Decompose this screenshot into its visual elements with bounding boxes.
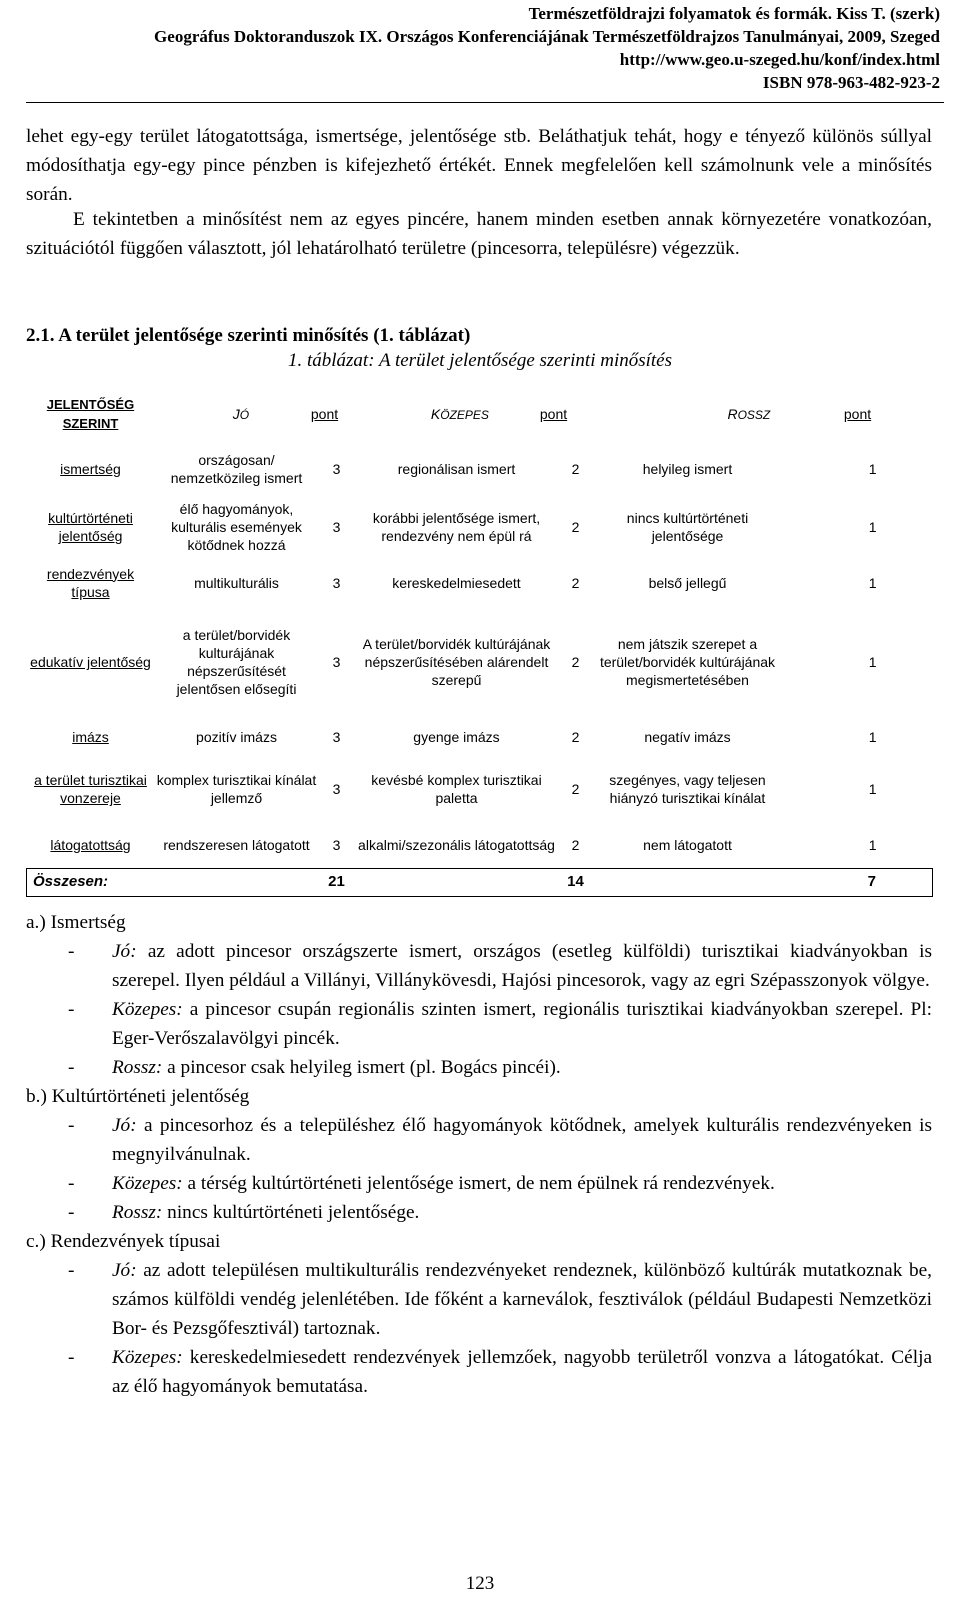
good-points-cell: 3 [332,836,341,853]
criterion-cell: rendezvények típusa [46,565,135,600]
mid-points-cell: 2 [571,654,580,670]
list-item: - Rossz: nincs kultúrtörténeti jelentősége. [68,1202,420,1223]
table-row [27,756,933,822]
good-points-cell: 3 [332,461,341,477]
table-row [27,496,933,558]
bad-cell: negatív imázs [644,728,731,745]
mid-cell: regionálisan ismert [397,461,516,477]
header-conference: Geográfus Doktoranduszok IX. Országos Konferenciájának Természetföldrajzos Tanulmányai, 2009, Szeged [154,27,940,46]
mid-points-cell: 2 [571,728,580,745]
rating-table [26,386,933,897]
section-heading: 2.1. A terület jelentősége szerinti minősítés (1. táblázat) [26,325,471,346]
bad-cell: szegényes, vagy teljesen hiányzó turisztikai kínálat [609,772,766,806]
section-b-title: b.) Kultúrtörténeti jelentőség [26,1086,250,1107]
table-row [27,442,933,496]
list-item: - Közepes: kereskedelmiesedett rendezvények jellemzőek, nagyobb területről vonzva a látogatókat. Célja az élő hagyományok bemutatása. [68,1347,932,1397]
good-points-cell: 3 [332,654,341,670]
criterion-cell: imázs [72,728,109,745]
header-mid-points: pont [539,405,568,422]
bad-cell: nem látogatott [643,836,732,853]
list-item: - Közepes: a pincesor csupán regionális szinten ismert, regionális turisztikai kiadványokban szerepel. Pl: Eger-Verőszalavölgyi pincék. [68,999,932,1049]
header-criterion: JELENTŐSÉG SZERINT [46,397,135,431]
good-cell: komplex turisztikai kínálat jellemző [156,772,317,806]
page-number: 123 [465,1573,495,1594]
section-c-title: c.) Rendezvények típusai [26,1231,221,1252]
bad-points-cell: 1 [868,728,877,745]
good-cell: pozitív imázs [196,728,277,745]
list-item: - Közepes: a térség kultúrtörténeti jelentősége ismert, de nem épülnek rá rendezvények. [68,1173,775,1194]
bad-points-cell: 1 [868,461,877,477]
mid-points-cell: 2 [571,781,580,797]
header-isbn: ISBN 978-963-482-923-2 [762,73,940,92]
good-cell: multikulturális [194,574,279,591]
table-row [27,822,933,868]
total-mid: 14 [567,873,584,890]
table-total-row [27,868,933,896]
table-caption: 1. táblázat: A terület jelentősége szerinti minősítés [287,350,673,371]
bad-points-cell: 1 [868,836,877,853]
bad-points-cell: 1 [868,574,877,591]
total-label: Összesen: [33,873,109,890]
criterion-cell: a terület turisztikai vonzereje [34,772,147,806]
header-book-title: Természetföldrajzi folyamatok és formák. Kiss T. (szerk) [528,4,940,23]
good-points-cell: 3 [332,781,341,797]
list-item: - Rossz: a pincesor csak helyileg ismert (pl. Bogács pincéi). [68,1057,561,1078]
mid-cell: gyenge imázs [413,728,500,745]
header-bad: ROSSZ pont [727,405,872,422]
good-points-cell: 3 [332,728,341,745]
table-row [27,558,933,607]
header-url[interactable]: http://www.geo.u-szeged.hu/konf/index.html [619,50,940,69]
header-bad-points: pont [843,405,872,422]
criterion-cell: látogatottság [50,836,131,853]
paragraph-2: E tekintetben a minősítést nem az egyes pincére, hanem minden esetben annak környezetére vonatkozóan, szituációtól függően választott, jól lehatárolható területre (pincesorra, településre) végezzük. [26,209,932,259]
mid-cell: korábbi jelentősége ismert, rendezvény nem épül rá [372,510,541,544]
mid-points-cell: 2 [571,574,580,591]
good-cell: rendszeresen látogatott [163,836,310,853]
table-row [27,717,933,756]
total-bad: 7 [867,873,876,890]
mid-points-cell: 2 [571,519,580,535]
good-points-cell: 3 [332,519,341,535]
header-good-points: pont [310,405,339,422]
bad-cell: belső jellegű [648,574,727,591]
bad-cell: nem játszik szerepet a terület/borvidék kultúrájának megismertetésében [599,636,776,688]
criterion-cell: kultúrtörténeti jelentőség [48,510,133,544]
paragraph-1: lehet egy-egy terület látogatottsága, ismertsége, jelentősége stb. Beláthatjuk tehát, hogy e tényező különös súllyal módosíthatja egy-egy pince pénzben is kifejezhető értékét. Ennek megfelelően kell számolnunk vele a minősítés során. [26,126,932,205]
mid-cell: kereskedelmiesedett [392,574,521,591]
section-a-title: a.) Ismertség [26,912,126,933]
header-divider [26,102,944,103]
table-row [27,607,933,717]
good-points-cell: 3 [332,574,341,591]
bad-cell: nincs kultúrtörténeti jelentősége [626,510,749,544]
total-good: 21 [328,873,345,890]
header-good: JÓ pont [232,405,339,422]
mid-cell: kevésbé komplex turisztikai paletta [371,772,542,806]
list-item: - Jó: az adott településen multikulturális rendezvényeket rendeznek, különböző kultúrák mutatkoznak be, számos külföldi vendég jelenlétében. Ide főként a karneválok, fesztiválok (például Budapesti Nemzetközi Bor- és Pezsgőfesztivál) tartoznak. [68,1260,932,1339]
page-header [10,2,940,94]
table-header-row [27,386,933,442]
header-mid: KÖZEPES pont [430,405,568,422]
list-item: - Jó: az adott pincesor országszerte ismert, országos (esetleg külföldi) turisztikai kiadványokban is szerepel. Ilyen például a Villányi, Villánykövesdi, Hajósi pincesorok, vagy az egri Szépasszonyok völgye. [68,941,932,991]
good-cell: a terület/borvidék kulturájának népszerűsítését jelentősen elősegíti [176,627,297,697]
good-cell: élő hagyományok, kulturális események kötődnek hozzá [171,501,302,553]
mid-cell: A terület/borvidék kultúrájának népszerűsítésében alárendelt szerepű [362,636,551,688]
criterion-cell: edukatív jelentőség [30,654,151,670]
mid-points-cell: 2 [571,836,580,853]
mid-points-cell: 2 [571,461,580,477]
bad-cell: helyileg ismert [642,461,733,477]
criterion-cell: ismertség [60,461,121,477]
bad-points-cell: 1 [868,654,877,670]
criteria-descriptions [26,908,932,1401]
good-cell: országosan/ nemzetközileg ismert [170,452,303,486]
mid-cell: alkalmi/szezonális látogatottság [358,836,555,853]
list-item: - Jó: a pincesorhoz és a településhez élő hagyományok kötődnek, amelyek kulturális rendezvényeken is megnyilvánulnak. [68,1115,932,1165]
bad-points-cell: 1 [868,519,877,535]
bad-points-cell: 1 [868,781,877,797]
